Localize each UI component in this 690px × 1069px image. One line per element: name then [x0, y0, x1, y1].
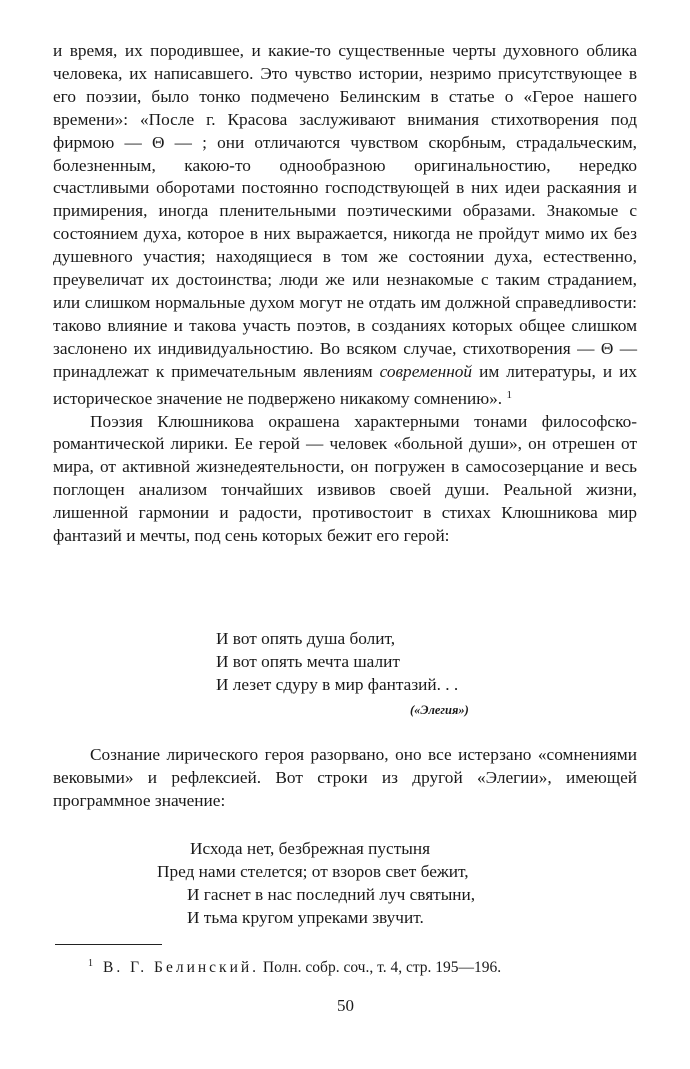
footnote-divider — [55, 944, 162, 945]
verse-line: Пред нами стелется; от взоров свет бежит, — [157, 862, 469, 881]
verse-line: И гаснет в нас последний луч святыни, — [187, 885, 476, 904]
footnote — [88, 958, 501, 977]
verse-line: И лезет сдуру в мир фантазий. . . — [216, 675, 459, 694]
verse-line: И вот опять душа болит, — [216, 629, 396, 648]
footnote-text: Полн. собр. соч., т. 4, стр. 195—196. — [259, 959, 502, 976]
paragraph-1-lead: и время, их породившее, и какие-то существенные черты духовного облика человека, их написавшего. Это чувство истории, незримо присутствующее в его поэзии, было тонко подмечено Белинским в статье о «Герое нашего времени»: «После г. Красова заслуживают внимания стихотворения под фирмою — Θ — ; они отличаются чувством скорбным, страдальческим, болезненным, какою-то однообразною оригинальностию, нередко счастливыми оборотами постоянно господствующей в них идеи раскаяния и примирения, иногда пленительными поэтическими образами. Знакомые с состоянием духа, которое в них выражается, никогда не пройдут мимо их без душевного участия; находящиеся в том же состоянии духа, естественно, преувеличат их достоинства; люди же или незнакомые с таким страданием, или слишком нормальные духом могут не отдать им должной справедливости: таково влияние и такова участь поэтов, в созданиях которых общее слишком заслонено их индивидуальностию. Во всяком случае, стихотворения — Θ — принадлежат к примечательным явлениям — [53, 41, 637, 381]
footnote-author: В. Г. Белинский. — [103, 959, 260, 976]
verse-line: И тьма кругом упреками звучит. — [187, 908, 424, 927]
footnote-reference: 1 — [506, 388, 512, 401]
verse-quote-1 — [216, 627, 458, 696]
paragraph-1 — [53, 40, 637, 411]
verse-line: И вот опять мечта шалит — [216, 652, 400, 671]
paragraph-1-tail: им литературы, и их историческое значение не подвержено никакому сомнению». — [53, 361, 637, 408]
paragraph-3: Сознание лирического героя разорвано, оно все истерзано «сомнениями вековыми» и рефлексией. Вот строки из другой «Элегии», имеющей программное значение: — [53, 745, 637, 810]
verse-source: («Элегия») — [410, 703, 469, 717]
footnote-mark: 1 — [88, 958, 93, 969]
paragraph-3-block — [53, 744, 637, 813]
paragraph-1-emphasis: современной — [379, 361, 473, 381]
paragraph-2: Поэзия Клюшникова окрашена характерными тонами философско-романтической лирики. Ее герой — человек «больной души», он отрешен от мира, от активной жизнедеятельности, он погружен в самосозерцание и весь поглощен анализом тончайших извивов своей души. Реальной жизни, лишенной гармонии и радости, противостоит в стихах Клюшникова мир фантазий и мечты, под сень которых бежит его герой: — [53, 411, 637, 546]
verse-quote-2 — [157, 837, 475, 929]
verse-line: Исхода нет, безбрежная пустыня — [190, 839, 431, 858]
page-number: 50 — [337, 996, 354, 1015]
main-text — [53, 40, 637, 548]
